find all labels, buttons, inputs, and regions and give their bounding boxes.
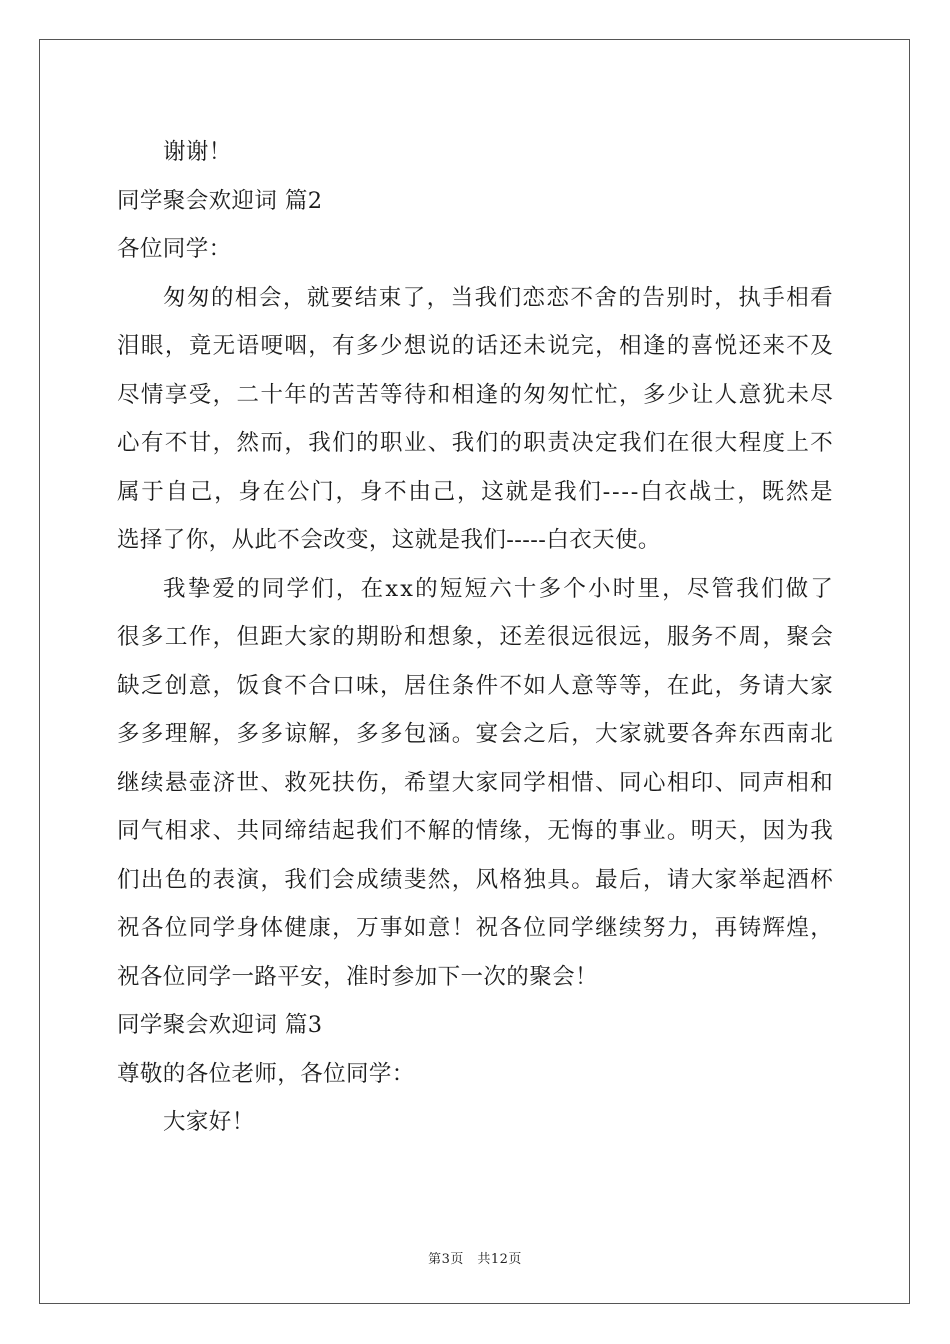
text-line: 尊敬的各位老师，各位同学：: [117, 1060, 415, 1087]
text-line: 属 于 自 己 ， 身 在 公 门 ， 身 不 由 己 ， 这 就 是 我 们 - - - - 白 衣 战 士 ， 既 然 是: [117, 478, 833, 505]
text-line: 多 多 理 解 ， 多 多 谅 解 ， 多 多 包 涵 。 宴 会 之 后 ， 大 家 就 要 各 奔 东 西 南 北: [117, 721, 833, 747]
text-line: 选择了你，从此不会改变，这就是我们-----白衣天使。: [117, 527, 661, 553]
text-line: 祝各位同学一路平安，准时参加下一次的聚会！: [117, 963, 598, 990]
text-line: 尽 情 享 受 ， 二 十 年 的 苦 苦 等 待 和 相 逢 的 匆 匆 忙 忙 ， 多 少 让 人 意 犹 未 尽: [117, 381, 833, 408]
text-line: 匆 匆 的 相 会 ， 就 要 结 束 了 ， 当 我 们 恋 恋 不 舍 的 告 别 时 ， 执 手 相 看: [163, 284, 833, 311]
text-line: 同学聚会欢迎词 篇3: [117, 1012, 323, 1038]
page-footer: 第3页 共12页: [428, 1252, 522, 1267]
text-line: 各位同学：: [117, 236, 232, 262]
text-line: 同学聚会欢迎词 篇2: [117, 187, 323, 214]
text-line: 大家好！: [163, 1109, 255, 1135]
text-line: 们 出 色 的 表 演 ， 我 们 会 成 绩 斐 然 ， 风 格 独 具 。 最 后 ， 请 大 家 举 起 酒 杯: [117, 866, 833, 893]
text-line: 很 多 工 作 ， 但 距 大 家 的 期 盼 和 想 象 ， 还 差 很 远 很 远 ， 服 务 不 周 ， 聚 会: [117, 624, 833, 650]
text-line: 我 挚 爱 的 同 学 们 ， 在 x x 的 短 短 六 十 多 个 小 时 里 ， 尽 管 我 们 做 了: [163, 575, 833, 602]
text-line: 祝 各 位 同 学 身 体 健 康 ， 万 事 如 意 ！ 祝 各 位 同 学 继 续 努 力 ， 再 铸 辉 煌 ，: [117, 915, 833, 941]
text-line: 泪 眼 ， 竟 无 语 哽 咽 ， 有 多 少 想 说 的 话 还 未 说 完 ， 相 逢 的 喜 悦 还 来 不 及: [117, 333, 833, 359]
text-line: 继 续 悬 壶 济 世 、 救 死 扶 伤 ， 希 望 大 家 同 学 相 惜 、 同 心 相 印 、 同 声 相 和: [117, 769, 833, 796]
text-line: 心 有 不 甘 ， 然 而 ， 我 们 的 职 业 、 我 们 的 职 责 决 定 我 们 在 很 大 程 度 上 不: [117, 430, 833, 456]
text-line: 缺 乏 创 意 ， 饭 食 不 合 口 味 ， 居 住 条 件 不 如 人 意 等 等 ， 在 此 ， 务 请 大 家: [117, 672, 833, 699]
document-body: [117, 128, 833, 1147]
text-line: 同 气 相 求 、 共 同 缔 结 起 我 们 不 解 的 情 缘 ， 无 悔 的 事 业 。 明 天 ， 因 为 我: [117, 818, 833, 844]
text-line: 谢谢！: [163, 139, 232, 165]
